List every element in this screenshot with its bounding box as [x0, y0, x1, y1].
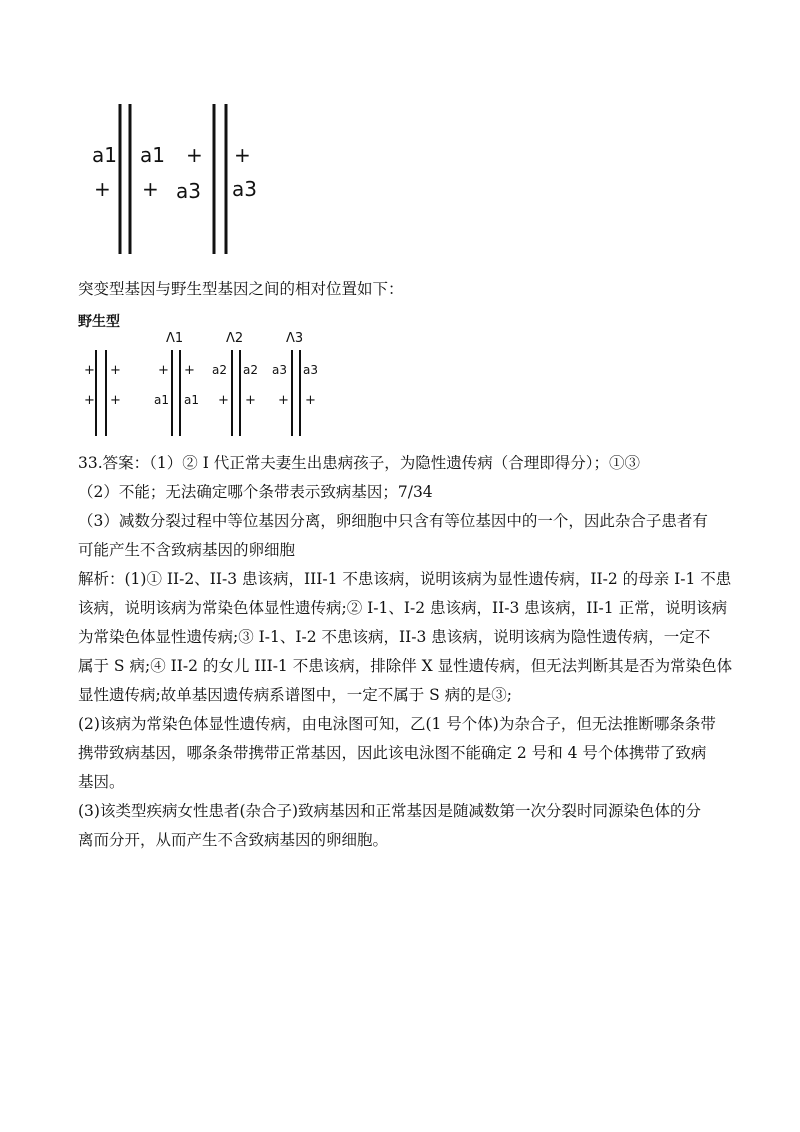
chromosome-figure-1	[80, 98, 280, 258]
explanation-line: 离而分开，从而产生不含致病基因的卵细胞。	[78, 831, 389, 849]
allele-label: +	[84, 393, 95, 408]
explanation-line: 该病，说明该病为常染色体显性遗传病;② I-1、I-2 患该病，II-3 患该病，II-1 正常，说明该病	[78, 599, 728, 617]
allele-label: a1	[140, 143, 165, 167]
allele-label: a3	[272, 363, 287, 377]
allele-label: +	[305, 393, 316, 408]
explanation-line: 解析：(1)① II-2、II-3 患该病，III-1 不患该病，说明该病为显性遗传病，II-2 的母亲 I-1 不患	[78, 570, 732, 588]
explanation-line: 携带致病基因，哪条条带携带正常基因，因此该电泳图不能确定 2 号和 4 号个体携带了致病	[78, 744, 707, 762]
wild-type-label: 野生型	[78, 314, 120, 330]
mutant-label: Λ2	[226, 331, 244, 346]
answer-line: 可能产生不含致病基因的卵细胞	[78, 541, 296, 559]
allele-label: a1	[92, 143, 117, 167]
answer-line: （3）减数分裂过程中等位基因分离，卵细胞中只含有等位基因中的一个，因此杂合子患者有	[78, 512, 708, 530]
mutant-label: Λ1	[166, 331, 184, 346]
allele-label: +	[234, 143, 251, 167]
allele-label: +	[110, 363, 121, 378]
allele-label: +	[186, 143, 203, 167]
allele-label: a3	[232, 177, 257, 201]
explanation-line: (3)该类型疾病女性患者(杂合子)致病基因和正常基因是随减数第一次分裂时同源染色体的分	[78, 802, 702, 820]
explanation-line: 为常染色体显性遗传病;③ I-1、I-2 不患该病，II-3 患该病，说明该病为隐性遗传病，一定不	[78, 628, 711, 646]
answer-line: 33.答案：（1）② Ⅰ 代正常夫妻生出患病孩子，为隐性遗传病（合理即得分）；①③	[78, 454, 640, 472]
allele-label: a3	[303, 363, 318, 377]
allele-label: +	[218, 393, 229, 408]
allele-label: +	[84, 363, 95, 378]
explanation-line: 显性遗传病;故单基因遗传病系谱图中，一定不属于 S 病的是③;	[78, 686, 512, 704]
allele-label: +	[110, 393, 121, 408]
allele-label: a1	[154, 393, 169, 407]
allele-label: +	[245, 393, 256, 408]
allele-label: a2	[212, 363, 227, 377]
allele-label: +	[278, 393, 289, 408]
allele-label: +	[94, 177, 111, 201]
chromosome-figure-2	[78, 306, 338, 440]
explanation-line: (2)该病为常染色体显性遗传病，由电泳图可知，乙(1 号个体)为杂合子，但无法推断哪条条带	[78, 715, 716, 733]
mutant-label: Λ3	[286, 331, 304, 346]
allele-label: +	[142, 177, 159, 201]
allele-label: a3	[176, 179, 201, 203]
allele-label: +	[184, 363, 195, 378]
answer-line: （2）不能；无法确定哪个条带表示致病基因；7/34	[78, 483, 433, 501]
explanation-line: 属于 S 病;④ II-2 的女儿 III-1 不患该病，排除伴 X 显性遗传病，但无法判断其是否为常染色体	[78, 657, 733, 675]
explanation-line: 基因。	[78, 773, 125, 791]
allele-label: a1	[184, 393, 199, 407]
figure-caption: 突变型基因与野生型基因之间的相对位置如下：	[78, 280, 404, 298]
allele-label: a2	[243, 363, 258, 377]
allele-label: +	[158, 363, 169, 378]
